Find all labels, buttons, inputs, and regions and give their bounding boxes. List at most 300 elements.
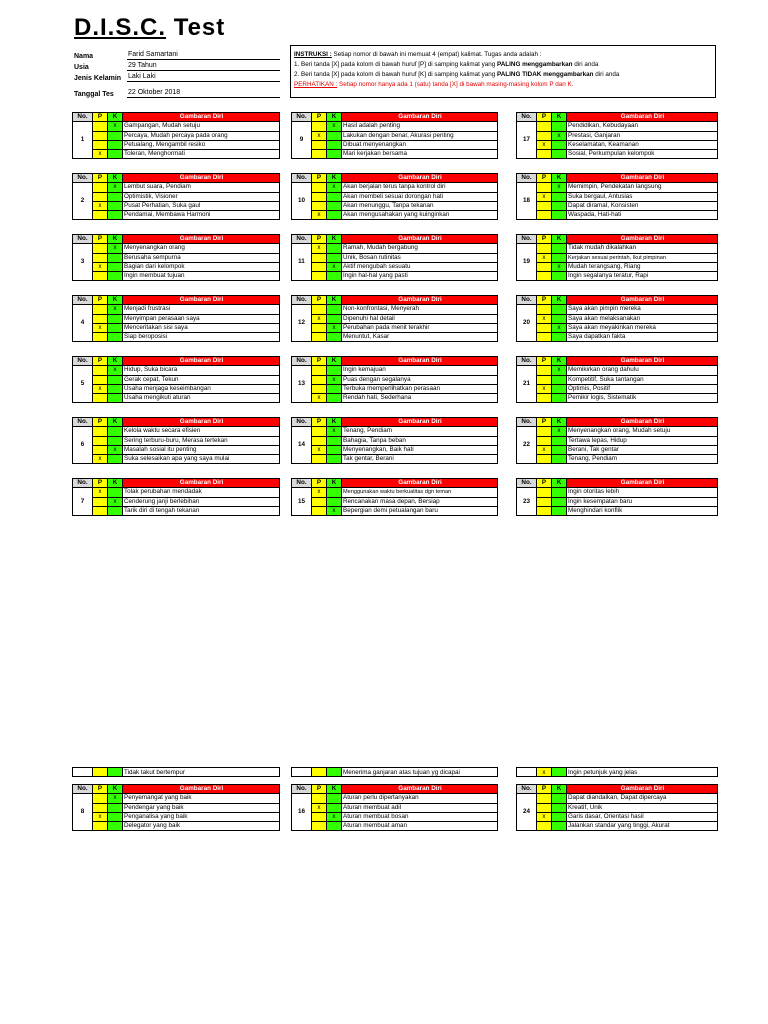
statement-row: [292, 768, 498, 777]
k-checkbox[interactable]: [327, 768, 342, 777]
header-p: P: [93, 113, 108, 122]
question-group-12: [291, 295, 498, 342]
p-checkbox[interactable]: x: [312, 394, 327, 403]
p-checkbox[interactable]: [537, 794, 552, 803]
p-checkbox[interactable]: [537, 488, 552, 497]
p-checkbox[interactable]: [312, 506, 327, 515]
header-description: Gambaran Diri: [123, 113, 280, 122]
statement-row: [517, 262, 718, 271]
statement-row: [292, 394, 498, 403]
table-header: [517, 479, 718, 488]
header-k: K: [108, 113, 123, 122]
statement-text: Menyenangkan orang, Mudah setuju: [567, 427, 718, 436]
p-checkbox[interactable]: [93, 768, 108, 777]
k-checkbox[interactable]: x: [327, 375, 342, 384]
k-checkbox[interactable]: [552, 506, 567, 515]
p-checkbox[interactable]: [312, 253, 327, 262]
p-checkbox[interactable]: [537, 333, 552, 342]
k-checkbox[interactable]: [327, 244, 342, 253]
k-checkbox[interactable]: [552, 314, 567, 323]
p-checkbox[interactable]: [312, 455, 327, 464]
k-checkbox[interactable]: x: [552, 262, 567, 271]
statement-row: [292, 506, 498, 515]
k-checkbox[interactable]: [552, 140, 567, 149]
header-p: P: [312, 235, 327, 244]
k-checkbox[interactable]: [327, 150, 342, 159]
header-k: K: [327, 418, 342, 427]
p-checkbox[interactable]: [312, 192, 327, 201]
p-checkbox[interactable]: x: [93, 323, 108, 332]
statement-text: Ingin segalanya teratur, Rapi: [567, 272, 718, 281]
k-checkbox[interactable]: [108, 427, 123, 436]
question-number: 7: [73, 488, 93, 516]
table-header: [292, 357, 498, 366]
p-checkbox[interactable]: [537, 497, 552, 506]
k-checkbox[interactable]: [108, 394, 123, 403]
p-checkbox[interactable]: [537, 122, 552, 131]
p-checkbox[interactable]: x: [537, 192, 552, 201]
k-checkbox[interactable]: [552, 436, 567, 445]
statement-row: [517, 794, 718, 803]
k-checkbox[interactable]: [552, 253, 567, 262]
p-checkbox[interactable]: [537, 394, 552, 403]
header-description: Gambaran Diri: [342, 235, 498, 244]
k-checkbox[interactable]: [552, 803, 567, 812]
header-no: No.: [292, 418, 312, 427]
k-checkbox[interactable]: [327, 305, 342, 314]
k-checkbox[interactable]: [327, 140, 342, 149]
k-checkbox[interactable]: [327, 211, 342, 220]
question-number: 1: [73, 122, 93, 159]
statement-row: [292, 131, 498, 140]
p-checkbox[interactable]: x: [537, 253, 552, 262]
k-checkbox[interactable]: x: [327, 812, 342, 821]
k-checkbox[interactable]: [552, 201, 567, 210]
p-checkbox[interactable]: [312, 366, 327, 375]
k-checkbox[interactable]: [108, 455, 123, 464]
p-checkbox[interactable]: x: [93, 488, 108, 497]
statement-row: [73, 768, 280, 777]
k-checkbox[interactable]: [327, 803, 342, 812]
p-checkbox[interactable]: [93, 211, 108, 220]
header-description: Gambaran Diri: [123, 785, 280, 794]
statement-text: Tolak perubahan mendadak: [123, 488, 280, 497]
header-description: Gambaran Diri: [123, 296, 280, 305]
statement-row: [517, 333, 718, 342]
name-field: Farid Samartani: [127, 50, 280, 60]
p-checkbox[interactable]: [93, 427, 108, 436]
k-checkbox[interactable]: [108, 262, 123, 271]
p-checkbox[interactable]: [93, 394, 108, 403]
statement-text: Berusaha sempurna: [123, 253, 280, 262]
k-checkbox[interactable]: x: [108, 445, 123, 454]
p-checkbox[interactable]: [312, 822, 327, 831]
p-checkbox[interactable]: [312, 497, 327, 506]
question-group-2: [72, 173, 280, 220]
k-checkbox[interactable]: [552, 488, 567, 497]
k-checkbox[interactable]: [108, 140, 123, 149]
p-checkbox[interactable]: x: [93, 455, 108, 464]
p-checkbox[interactable]: [312, 384, 327, 393]
p-checkbox[interactable]: [537, 366, 552, 375]
p-checkbox[interactable]: [93, 794, 108, 803]
k-checkbox[interactable]: x: [552, 366, 567, 375]
k-checkbox[interactable]: [327, 366, 342, 375]
header-p: P: [537, 296, 552, 305]
k-checkbox[interactable]: [108, 768, 123, 777]
p-checkbox[interactable]: [537, 323, 552, 332]
p-checkbox[interactable]: x: [93, 384, 108, 393]
p-checkbox[interactable]: [537, 272, 552, 281]
table-header: [517, 296, 718, 305]
header-no: No.: [292, 785, 312, 794]
p-checkbox[interactable]: [93, 244, 108, 253]
p-checkbox[interactable]: x: [537, 445, 552, 454]
header-k: K: [552, 113, 567, 122]
k-checkbox[interactable]: [552, 272, 567, 281]
p-checkbox[interactable]: [312, 272, 327, 281]
p-checkbox[interactable]: x: [312, 803, 327, 812]
k-checkbox[interactable]: x: [327, 262, 342, 271]
p-checkbox[interactable]: x: [93, 262, 108, 271]
statement-text: Kompetitif, Suka tantangan: [567, 375, 718, 384]
question-group-5: [72, 356, 280, 403]
header-p: P: [537, 174, 552, 183]
header-description: Gambaran Diri: [123, 418, 280, 427]
header-k: K: [108, 418, 123, 427]
p-checkbox[interactable]: [93, 192, 108, 201]
k-checkbox[interactable]: [552, 305, 567, 314]
p-checkbox[interactable]: [93, 333, 108, 342]
statement-text: Dapat diramal, Konsisten: [567, 201, 718, 210]
p-checkbox[interactable]: x: [312, 488, 327, 497]
p-checkbox[interactable]: [537, 455, 552, 464]
k-checkbox[interactable]: [552, 394, 567, 403]
k-checkbox[interactable]: [327, 384, 342, 393]
k-checkbox[interactable]: [327, 201, 342, 210]
p-checkbox[interactable]: [537, 822, 552, 831]
k-checkbox[interactable]: [552, 192, 567, 201]
statement-row: [517, 253, 718, 262]
statement-text: Prestasi, Ganjaran: [567, 131, 718, 140]
k-checkbox[interactable]: x: [552, 427, 567, 436]
statement-text: Dipenuhi hal detail: [342, 314, 498, 323]
p-checkbox[interactable]: [312, 436, 327, 445]
header-no: No.: [292, 479, 312, 488]
statement-text: Siap beroposisi: [123, 333, 280, 342]
k-checkbox[interactable]: [327, 488, 342, 497]
k-checkbox[interactable]: [327, 272, 342, 281]
statement-text: Puas dengan segalanya: [342, 375, 498, 384]
p-checkbox[interactable]: [312, 812, 327, 821]
k-checkbox[interactable]: x: [108, 122, 123, 131]
p-checkbox[interactable]: [93, 253, 108, 262]
p-checkbox[interactable]: [312, 262, 327, 271]
k-checkbox[interactable]: [327, 794, 342, 803]
p-checkbox[interactable]: x: [93, 812, 108, 821]
k-checkbox[interactable]: [108, 192, 123, 201]
k-checkbox[interactable]: [552, 768, 567, 777]
p-checkbox[interactable]: [312, 794, 327, 803]
k-checkbox[interactable]: [552, 333, 567, 342]
statement-row: [73, 253, 280, 262]
p-checkbox[interactable]: [312, 122, 327, 131]
statement-row: [517, 366, 718, 375]
p-checkbox[interactable]: [312, 427, 327, 436]
k-checkbox[interactable]: [108, 150, 123, 159]
table-header: [517, 357, 718, 366]
header-description: Gambaran Diri: [342, 296, 498, 305]
p-checkbox[interactable]: [93, 436, 108, 445]
k-checkbox[interactable]: [552, 812, 567, 821]
p-checkbox[interactable]: x: [537, 140, 552, 149]
p-checkbox[interactable]: [312, 768, 327, 777]
p-checkbox[interactable]: [537, 375, 552, 384]
header-description: Gambaran Diri: [342, 418, 498, 427]
k-checkbox[interactable]: [327, 314, 342, 323]
k-checkbox[interactable]: x: [327, 506, 342, 515]
p-checkbox[interactable]: [537, 436, 552, 445]
p-checkbox[interactable]: [93, 131, 108, 140]
question-number: [517, 768, 537, 777]
k-checkbox[interactable]: [108, 488, 123, 497]
p-checkbox[interactable]: [537, 150, 552, 159]
question-group-24: [516, 784, 718, 831]
table-header: [73, 174, 280, 183]
k-checkbox[interactable]: [552, 244, 567, 253]
page-title: D.I.S.C. Test: [74, 14, 226, 41]
p-checkbox[interactable]: x: [312, 244, 327, 253]
k-checkbox[interactable]: x: [108, 497, 123, 506]
p-checkbox[interactable]: x: [537, 384, 552, 393]
k-checkbox[interactable]: x: [552, 131, 567, 140]
k-checkbox[interactable]: [327, 497, 342, 506]
statement-row: [292, 183, 498, 192]
k-checkbox[interactable]: [552, 445, 567, 454]
statement-text: Optimistik, Visioner: [123, 192, 280, 201]
k-checkbox[interactable]: x: [108, 183, 123, 192]
p-checkbox[interactable]: [537, 506, 552, 515]
p-checkbox[interactable]: x: [537, 768, 552, 777]
k-checkbox[interactable]: [108, 333, 123, 342]
p-checkbox[interactable]: [93, 822, 108, 831]
p-checkbox[interactable]: [537, 211, 552, 220]
p-checkbox[interactable]: [93, 272, 108, 281]
k-checkbox[interactable]: [108, 272, 123, 281]
p-checkbox[interactable]: [312, 323, 327, 332]
p-checkbox[interactable]: [93, 183, 108, 192]
k-checkbox[interactable]: [552, 375, 567, 384]
k-checkbox[interactable]: [108, 375, 123, 384]
statement-row: [292, 455, 498, 464]
statement-text: Toleran, Menghormati: [123, 150, 280, 159]
statement-text: Waspada, Hati-hati: [567, 211, 718, 220]
p-checkbox[interactable]: [312, 201, 327, 210]
p-checkbox[interactable]: [312, 375, 327, 384]
statement-text: Memikirkan orang dahulu: [567, 366, 718, 375]
statement-row: [292, 272, 498, 281]
k-checkbox[interactable]: [552, 822, 567, 831]
question-number: 11: [292, 244, 312, 281]
header-no: No.: [73, 357, 93, 366]
p-checkbox[interactable]: [93, 497, 108, 506]
k-checkbox[interactable]: [327, 436, 342, 445]
k-checkbox[interactable]: [108, 211, 123, 220]
p-checkbox[interactable]: [537, 262, 552, 271]
k-checkbox[interactable]: [108, 201, 123, 210]
statement-row: [517, 131, 718, 140]
k-checkbox[interactable]: x: [327, 427, 342, 436]
statement-row: [517, 427, 718, 436]
statement-text: Bepergian demi petualangan baru: [342, 506, 498, 515]
table-header: [73, 235, 280, 244]
k-checkbox[interactable]: [108, 803, 123, 812]
p-checkbox[interactable]: [312, 140, 327, 149]
k-checkbox[interactable]: [552, 150, 567, 159]
k-checkbox[interactable]: [552, 455, 567, 464]
k-checkbox[interactable]: x: [327, 183, 342, 192]
statement-row: [73, 314, 280, 323]
p-checkbox[interactable]: [93, 375, 108, 384]
statement-text: Ingin petunjuk yang jelas: [567, 768, 718, 777]
question-number: 14: [292, 427, 312, 464]
question-number: 16: [292, 794, 312, 831]
p-checkbox[interactable]: x: [312, 131, 327, 140]
table-header: [517, 235, 718, 244]
statement-row: [517, 394, 718, 403]
p-checkbox[interactable]: [537, 305, 552, 314]
k-checkbox[interactable]: [327, 445, 342, 454]
p-checkbox[interactable]: [93, 140, 108, 149]
k-checkbox[interactable]: x: [108, 305, 123, 314]
statement-text: Lembut suara, Pendiam: [123, 183, 280, 192]
statement-row: [517, 488, 718, 497]
p-checkbox[interactable]: [312, 183, 327, 192]
p-checkbox[interactable]: [537, 244, 552, 253]
statement-row: [73, 305, 280, 314]
question-number: [73, 768, 93, 777]
statement-row: [73, 497, 280, 506]
p-checkbox[interactable]: [93, 366, 108, 375]
k-checkbox[interactable]: [108, 384, 123, 393]
p-checkbox[interactable]: x: [537, 314, 552, 323]
statement-row: [292, 140, 498, 149]
k-checkbox[interactable]: [327, 455, 342, 464]
k-checkbox[interactable]: [327, 192, 342, 201]
k-checkbox[interactable]: [327, 131, 342, 140]
header-description: Gambaran Diri: [123, 479, 280, 488]
p-checkbox[interactable]: [537, 201, 552, 210]
statement-text: Rendah hati, Sederhana: [342, 394, 498, 403]
k-checkbox[interactable]: [327, 822, 342, 831]
header-no: No.: [517, 418, 537, 427]
header-p: P: [537, 113, 552, 122]
k-checkbox[interactable]: x: [108, 244, 123, 253]
k-checkbox[interactable]: x: [108, 366, 123, 375]
k-checkbox[interactable]: [327, 253, 342, 262]
question-number: 21: [517, 366, 537, 403]
k-checkbox[interactable]: [552, 211, 567, 220]
p-checkbox[interactable]: x: [93, 201, 108, 210]
header-no: No.: [517, 785, 537, 794]
statement-text: Unik, Bosan rutinitas: [342, 253, 498, 262]
p-checkbox[interactable]: [312, 333, 327, 342]
statement-text: Delegator yang baik: [123, 822, 280, 831]
table-header: [292, 479, 498, 488]
k-checkbox[interactable]: [552, 384, 567, 393]
p-checkbox[interactable]: x: [312, 314, 327, 323]
k-checkbox[interactable]: [108, 253, 123, 262]
p-checkbox[interactable]: [537, 131, 552, 140]
p-checkbox[interactable]: [537, 803, 552, 812]
header-no: No.: [517, 174, 537, 183]
p-checkbox[interactable]: [93, 506, 108, 515]
statement-row: [292, 384, 498, 393]
p-checkbox[interactable]: x: [312, 211, 327, 220]
header-no: No.: [292, 235, 312, 244]
header-description: Gambaran Diri: [567, 479, 718, 488]
header-k: K: [327, 785, 342, 794]
p-checkbox[interactable]: [93, 122, 108, 131]
p-checkbox[interactable]: x: [93, 150, 108, 159]
statement-text: Menyimpan perasaan saya: [123, 314, 280, 323]
statement-row: [517, 305, 718, 314]
k-checkbox[interactable]: x: [327, 122, 342, 131]
table-header: [292, 296, 498, 305]
p-checkbox[interactable]: [93, 314, 108, 323]
k-checkbox[interactable]: x: [327, 323, 342, 332]
k-checkbox[interactable]: [108, 812, 123, 821]
k-checkbox[interactable]: [108, 822, 123, 831]
p-checkbox[interactable]: x: [537, 812, 552, 821]
question-number: 15: [292, 488, 312, 516]
statement-text: Mudah terangsang, Riang: [567, 262, 718, 271]
p-checkbox[interactable]: [537, 427, 552, 436]
k-checkbox[interactable]: [552, 122, 567, 131]
statement-row: [517, 445, 718, 454]
statement-row: [292, 211, 498, 220]
question-number: 2: [73, 183, 93, 220]
header-k: K: [552, 296, 567, 305]
k-checkbox[interactable]: [327, 333, 342, 342]
p-checkbox[interactable]: [93, 803, 108, 812]
header-p: P: [93, 174, 108, 183]
header-description: Gambaran Diri: [567, 235, 718, 244]
statement-text: Sering terburu-buru, Merasa tertekan: [123, 436, 280, 445]
p-checkbox[interactable]: [312, 150, 327, 159]
k-checkbox[interactable]: [108, 131, 123, 140]
statement-row: [73, 436, 280, 445]
k-checkbox[interactable]: [552, 794, 567, 803]
k-checkbox[interactable]: x: [108, 794, 123, 803]
statement-row: [292, 812, 498, 821]
p-checkbox[interactable]: [312, 305, 327, 314]
p-checkbox[interactable]: [93, 305, 108, 314]
k-checkbox[interactable]: [108, 314, 123, 323]
p-checkbox[interactable]: x: [312, 445, 327, 454]
p-checkbox[interactable]: [93, 445, 108, 454]
k-checkbox[interactable]: x: [552, 183, 567, 192]
k-checkbox[interactable]: [327, 394, 342, 403]
k-checkbox[interactable]: [552, 497, 567, 506]
k-checkbox[interactable]: [108, 323, 123, 332]
header-p: P: [312, 357, 327, 366]
k-checkbox[interactable]: [108, 436, 123, 445]
k-checkbox[interactable]: x: [552, 323, 567, 332]
k-checkbox[interactable]: [108, 506, 123, 515]
statement-text: Saya akan pimpin mereka: [567, 305, 718, 314]
p-checkbox[interactable]: [537, 183, 552, 192]
